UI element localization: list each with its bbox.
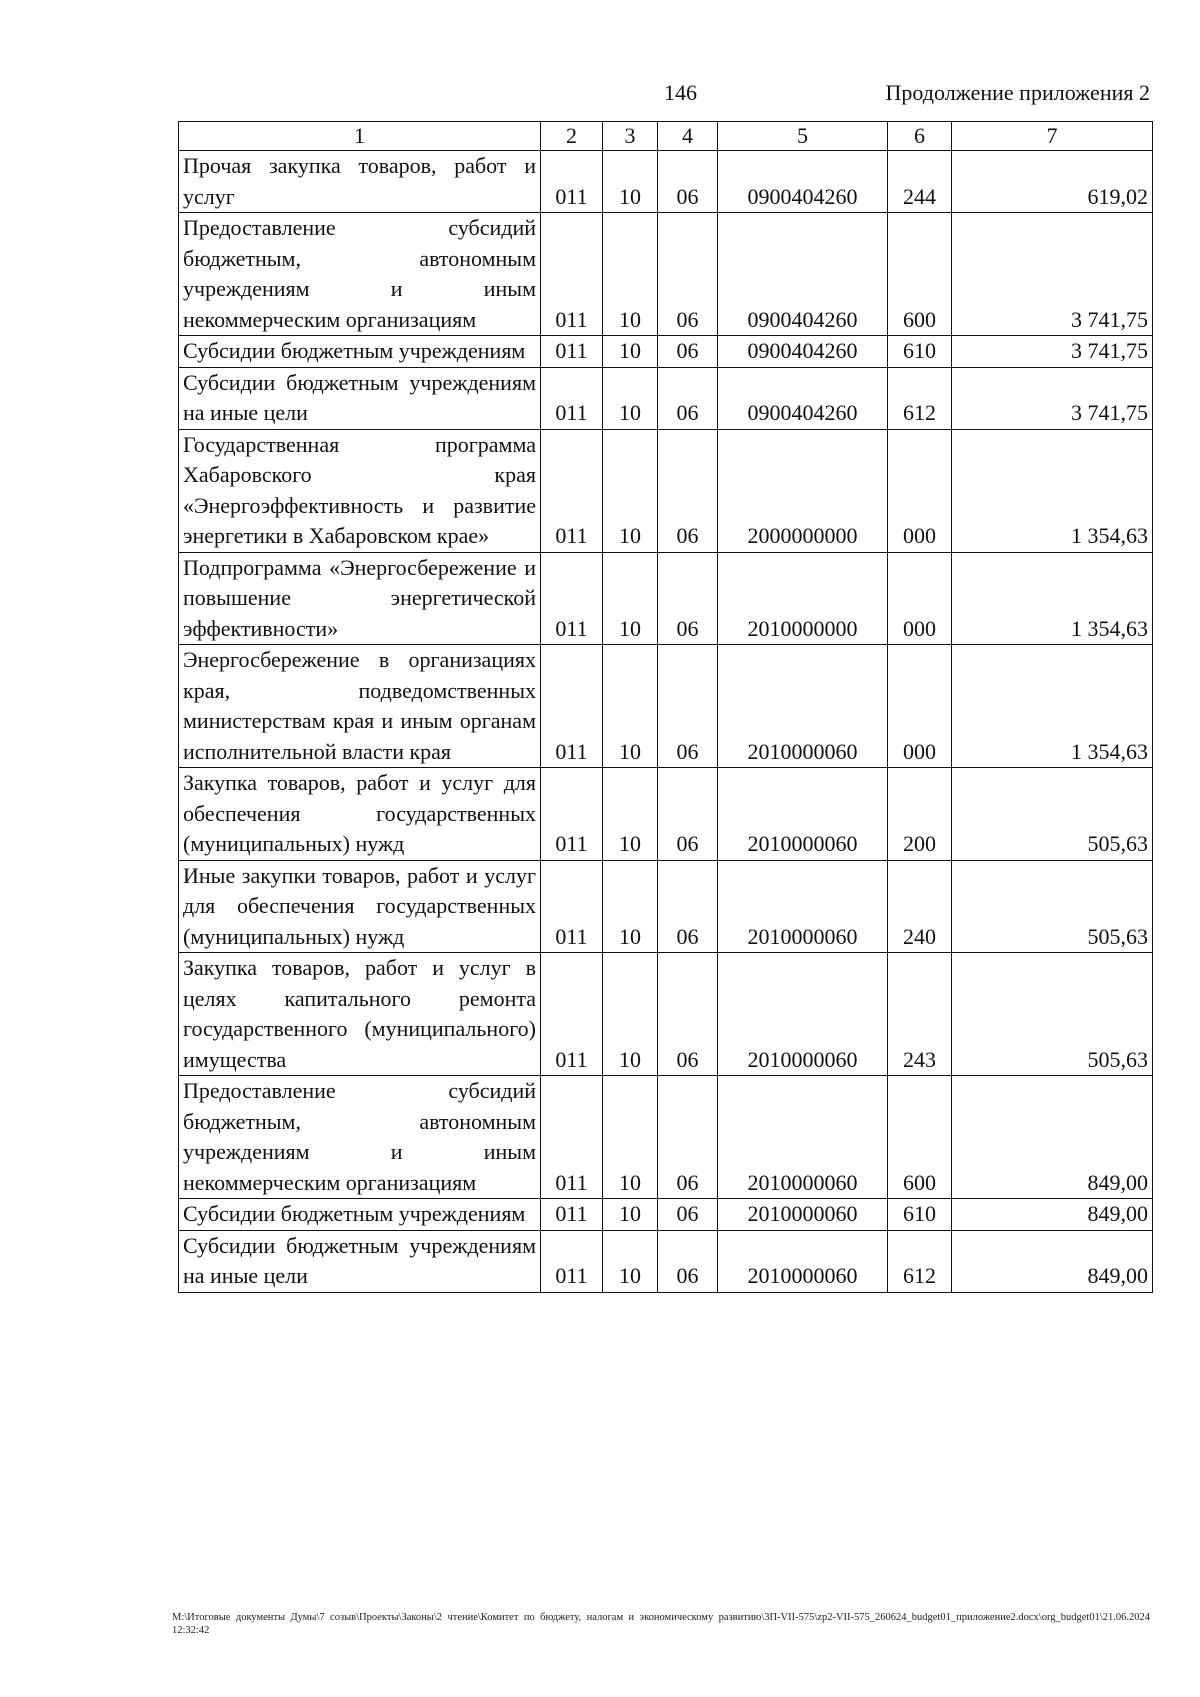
expense-type-code: 000: [888, 429, 952, 552]
amount: 505,63: [952, 768, 1153, 861]
subsection-code: 06: [658, 860, 718, 953]
expense-type-code: 612: [888, 1230, 952, 1292]
row-name: Субсидии бюджетным учреждениям на иные цели: [179, 367, 541, 429]
budget-table: [178, 121, 1153, 1293]
section-code: 10: [603, 1076, 658, 1199]
admin-code: 011: [541, 1199, 603, 1231]
admin-code: 011: [541, 552, 603, 645]
table-row: [179, 1076, 1153, 1199]
subsection-code: 06: [658, 1230, 718, 1292]
admin-code: 011: [541, 860, 603, 953]
target-article-code: 0900404260: [718, 367, 888, 429]
amount: 1 354,63: [952, 552, 1153, 645]
continuation-label: Продолжение приложения 2: [885, 80, 1150, 105]
section-code: 10: [603, 151, 658, 213]
admin-code: 011: [541, 151, 603, 213]
column-header: 2: [541, 122, 603, 151]
subsection-code: 06: [658, 1199, 718, 1231]
row-name: Энергосбережение в организациях края, подведомственных министерствам края и иным органам исполнительной власти края: [179, 645, 541, 768]
subsection-code: 06: [658, 645, 718, 768]
section-code: 10: [603, 860, 658, 953]
expense-type-code: 000: [888, 645, 952, 768]
target-article-code: 2010000060: [718, 768, 888, 861]
column-header: 5: [718, 122, 888, 151]
section-code: 10: [603, 1199, 658, 1231]
section-code: 10: [603, 645, 658, 768]
column-header: 6: [888, 122, 952, 151]
table-row: [179, 429, 1153, 552]
expense-type-code: 612: [888, 367, 952, 429]
table-row: [179, 1199, 1153, 1231]
row-name: Субсидии бюджетным учреждениям: [179, 336, 541, 368]
table-row: [179, 213, 1153, 336]
target-article-code: 2010000060: [718, 953, 888, 1076]
row-name: Государственная программа Хабаровского края «Энергоэффективность и развитие энергетики в Хабаровском крае»: [179, 429, 541, 552]
subsection-code: 06: [658, 429, 718, 552]
target-article-code: 2010000060: [718, 860, 888, 953]
target-article-code: 2010000000: [718, 552, 888, 645]
expense-type-code: 600: [888, 1076, 952, 1199]
subsection-code: 06: [658, 367, 718, 429]
table-row: [179, 645, 1153, 768]
admin-code: 011: [541, 213, 603, 336]
section-code: 10: [603, 1230, 658, 1292]
row-name: Прочая закупка товаров, работ и услуг: [179, 151, 541, 213]
target-article-code: 0900404260: [718, 336, 888, 368]
table-row: [179, 860, 1153, 953]
subsection-code: 06: [658, 151, 718, 213]
target-article-code: 2010000060: [718, 645, 888, 768]
row-name: Субсидии бюджетным учреждениям: [179, 1199, 541, 1231]
column-header: 1: [179, 122, 541, 151]
amount: 1 354,63: [952, 429, 1153, 552]
admin-code: 011: [541, 367, 603, 429]
amount: 505,63: [952, 953, 1153, 1076]
target-article-code: 0900404260: [718, 213, 888, 336]
amount: 849,00: [952, 1230, 1153, 1292]
footer-file-path: М:\Итоговые документы Думы\7 созыв\Проекты\Законы\2 чтение\Комитет по бюджету, налогам и экономическому развитию\3П-VII-575\zp2-VII-575_260624_budget01_приложение2.docx\org_budget01\21.06.2024 12:32:42: [172, 1612, 1150, 1636]
section-code: 10: [603, 429, 658, 552]
subsection-code: 06: [658, 953, 718, 1076]
table-row: [179, 336, 1153, 368]
table-row: [179, 367, 1153, 429]
row-name: Предоставление субсидий бюджетным, автономным учреждениям и иным некоммерческим организациям: [179, 1076, 541, 1199]
admin-code: 011: [541, 1076, 603, 1199]
section-code: 10: [603, 367, 658, 429]
admin-code: 011: [541, 768, 603, 861]
subsection-code: 06: [658, 213, 718, 336]
target-article-code: 2000000000: [718, 429, 888, 552]
column-number-row: [179, 122, 1153, 151]
subsection-code: 06: [658, 768, 718, 861]
amount: 3 741,75: [952, 336, 1153, 368]
section-code: 10: [603, 336, 658, 368]
amount: 849,00: [952, 1076, 1153, 1199]
section-code: 10: [603, 768, 658, 861]
row-name: Предоставление субсидий бюджетным, автономным учреждениям и иным некоммерческим организациям: [179, 213, 541, 336]
expense-type-code: 610: [888, 1199, 952, 1231]
table-row: [179, 953, 1153, 1076]
table-row: [179, 552, 1153, 645]
amount: 619,02: [952, 151, 1153, 213]
admin-code: 011: [541, 953, 603, 1076]
admin-code: 011: [541, 336, 603, 368]
expense-type-code: 200: [888, 768, 952, 861]
subsection-code: 06: [658, 1076, 718, 1199]
expense-type-code: 243: [888, 953, 952, 1076]
admin-code: 011: [541, 645, 603, 768]
column-header: 4: [658, 122, 718, 151]
expense-type-code: 244: [888, 151, 952, 213]
admin-code: 011: [541, 429, 603, 552]
column-header: 7: [952, 122, 1153, 151]
row-name: Закупка товаров, работ и услуг для обеспечения государственных (муниципальных) нужд: [179, 768, 541, 861]
section-code: 10: [603, 552, 658, 645]
table-row: [179, 768, 1153, 861]
section-code: 10: [603, 953, 658, 1076]
subsection-code: 06: [658, 552, 718, 645]
amount: 3 741,75: [952, 213, 1153, 336]
amount: 1 354,63: [952, 645, 1153, 768]
column-header: 3: [603, 122, 658, 151]
target-article-code: 0900404260: [718, 151, 888, 213]
table-row: [179, 1230, 1153, 1292]
amount: 849,00: [952, 1199, 1153, 1231]
row-name: Подпрограмма «Энергосбережение и повышение энергетической эффективности»: [179, 552, 541, 645]
expense-type-code: 610: [888, 336, 952, 368]
table-body: [179, 151, 1153, 1293]
expense-type-code: 600: [888, 213, 952, 336]
expense-type-code: 240: [888, 860, 952, 953]
target-article-code: 2010000060: [718, 1199, 888, 1231]
table-row: [179, 151, 1153, 213]
expense-type-code: 000: [888, 552, 952, 645]
row-name: Субсидии бюджетным учреждениям на иные цели: [179, 1230, 541, 1292]
target-article-code: 2010000060: [718, 1230, 888, 1292]
amount: 3 741,75: [952, 367, 1153, 429]
target-article-code: 2010000060: [718, 1076, 888, 1199]
section-code: 10: [603, 213, 658, 336]
amount: 505,63: [952, 860, 1153, 953]
subsection-code: 06: [658, 336, 718, 368]
row-name: Закупка товаров, работ и услуг в целях капитального ремонта государственного (муниципального) имущества: [179, 953, 541, 1076]
row-name: Иные закупки товаров, работ и услуг для обеспечения государственных (муниципальных) нужд: [179, 860, 541, 953]
page-number: 146: [664, 80, 697, 105]
admin-code: 011: [541, 1230, 603, 1292]
